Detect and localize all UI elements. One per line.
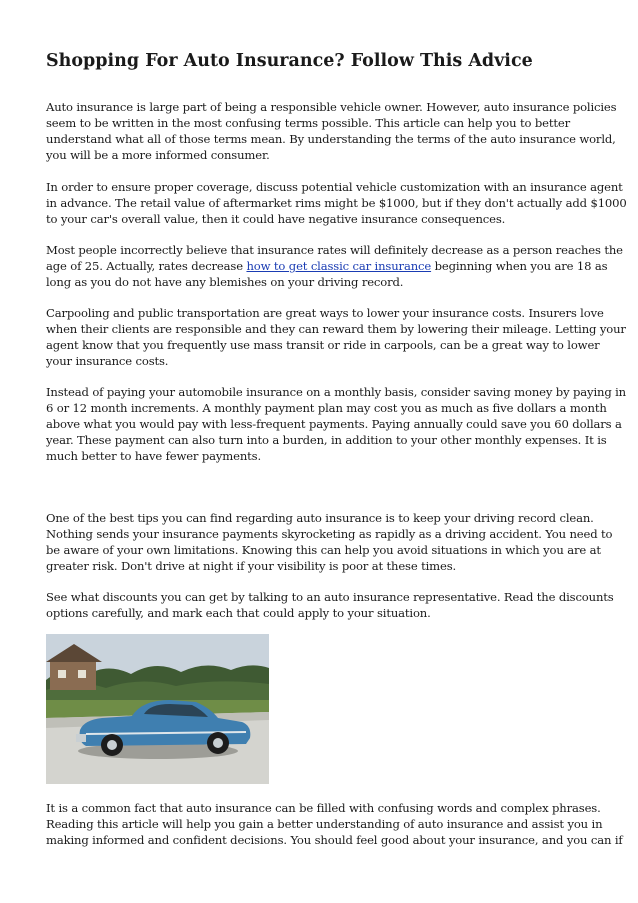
text-line: to your car's overall value, then it could have negative insurance consequences. — [46, 212, 506, 226]
text-line: you will be a more informed consumer. — [46, 148, 270, 162]
text-line: above what you would pay with less-frequent payments. Paying annually could save you 60 dollars a — [46, 417, 622, 431]
text-line: much better to have fewer payments. — [46, 449, 262, 463]
text-line: making informed and confident decisions. You should feel good about your insurance, and you can if — [46, 833, 623, 847]
text-line: when their clients are responsible and they can reward them by lowering their mileage. Letting your — [46, 322, 626, 336]
text-line: seem to be written in the most confusing terms possible. This article can help you to better — [46, 116, 570, 130]
text-line — [46, 258, 608, 274]
paragraph-carpooling — [46, 305, 626, 369]
text-line: Auto insurance is large part of being a responsible vehicle owner. However, auto insurance policies — [46, 100, 617, 114]
paragraph-intro — [46, 99, 617, 163]
paragraph-conclusion — [46, 800, 623, 848]
text-line: In order to ensure proper coverage, discuss potential vehicle customization with an insurance agent — [46, 180, 623, 194]
text-line: Instead of paying your automobile insurance on a monthly basis, consider saving money by paying in — [46, 385, 626, 399]
text-line: year. These payment can also turn into a burden, in addition to your other monthly expenses. It is — [46, 433, 607, 447]
text-line: in advance. The retail value of aftermarket rims might be $1000, but if they don't actually add $1000 — [46, 196, 627, 210]
classic-car-insurance-link[interactable]: how to get classic car insurance — [246, 259, 432, 273]
text-line: long as you do not have any blemishes on your driving record. — [46, 275, 404, 289]
text-line: understand what all of those terms mean. By understanding the terms of the auto insurance world, — [46, 132, 616, 146]
text-line: greater risk. Don't drive at night if your visibility is poor at these times. — [46, 559, 457, 573]
text-line: 6 or 12 month increments. A monthly payment plan may cost you as much as five dollars a month — [46, 401, 607, 415]
text-fragment: age of 25. Actually, rates decrease — [46, 259, 247, 273]
text-fragment: beginning when you are 18 as — [431, 259, 608, 273]
classic-car-photo — [46, 634, 269, 784]
text-line: your insurance costs. — [46, 354, 169, 368]
paragraph-customization — [46, 179, 627, 227]
text-line: Most people incorrectly believe that insurance rates will definitely decrease as a person reaches the — [46, 243, 623, 257]
text-line: It is a common fact that auto insurance can be filled with confusing words and complex phrases. — [46, 801, 601, 815]
paragraph-age-rates — [46, 242, 623, 290]
text-line: One of the best tips you can find regarding auto insurance is to keep your driving record clean. — [46, 511, 594, 525]
text-line: agent know that you frequently use mass transit or ride in carpools, can be a great way to lower — [46, 338, 600, 352]
paragraph-discounts — [46, 589, 614, 621]
text-line: Nothing sends your insurance payments skyrocketing as rapidly as a driving accident. You need to — [46, 527, 613, 541]
text-line: See what discounts you can get by talking to an auto insurance representative. Read the discounts — [46, 590, 614, 604]
paragraph-payments — [46, 384, 626, 464]
paragraph-driving-record — [46, 510, 613, 574]
text-line: options carefully, and mark each that could apply to your situation. — [46, 606, 431, 620]
page-title: Shopping For Auto Insurance? Follow This Advice — [46, 51, 533, 71]
text-line: Carpooling and public transportation are great ways to lower your insurance costs. Insurers love — [46, 306, 604, 320]
text-line: be aware of your own limitations. Knowing this can help you avoid situations in which you are at — [46, 543, 601, 557]
text-line: Reading this article will help you gain a better understanding of auto insurance and assist you in — [46, 817, 603, 831]
